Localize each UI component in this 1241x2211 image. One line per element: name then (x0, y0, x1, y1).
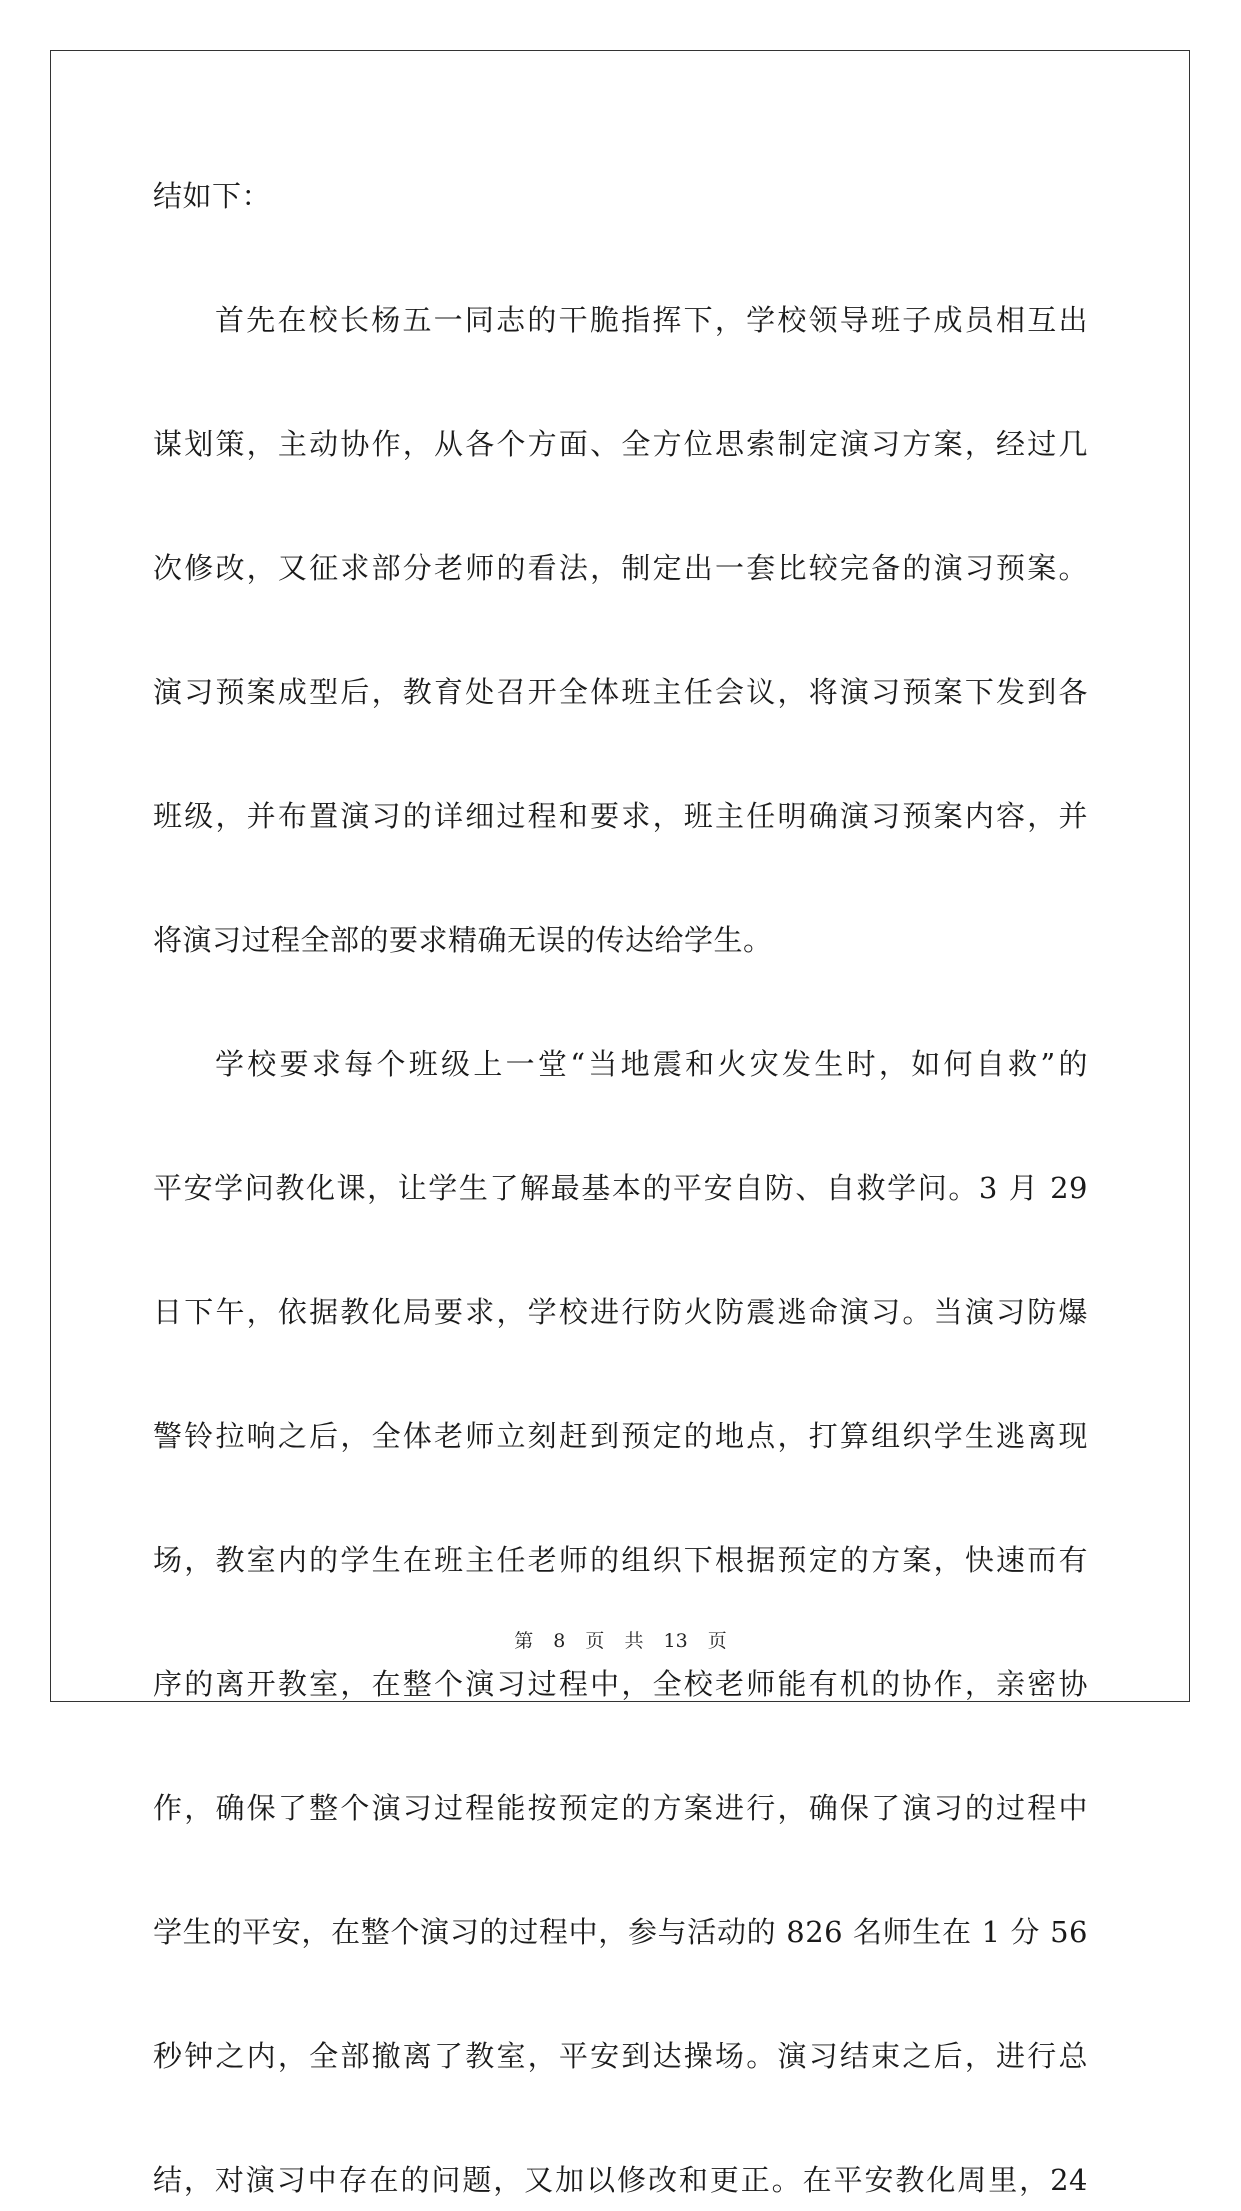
text-line: 日下午，依据教化局要求，学校进行防火防震逃命演习。当演习防爆 (153, 1295, 1088, 1329)
text-line: 学生的平安，在整个演习的过程中，参与活动的 826 名师生在 1 分 56 (153, 1915, 1088, 1949)
text-line: 结，对演习中存在的问题，又加以修改和更正。在平安教化周里，24 (153, 2163, 1088, 2197)
text-line: 谋划策，主动协作，从各个方面、全方位思索制定演习方案，经过几 (153, 427, 1088, 461)
text-line: 场，教室内的学生在班主任老师的组织下根据预定的方案，快速而有 (153, 1543, 1088, 1577)
text-line: 结如下： (153, 179, 272, 213)
text-line: 首先在校长杨五一同志的干脆指挥下，学校领导班子成员相互出 (215, 303, 1088, 337)
text-line: 平安学问教化课，让学生了解最基本的平安自防、自救学问。3 月 29 (153, 1171, 1088, 1205)
text-line: 班级，并布置演习的详细过程和要求，班主任明确演习预案内容，并 (153, 799, 1088, 833)
page-footer (0, 1626, 1241, 1653)
text-line: 将演习过程全部的要求精确无误的传达给学生。 (153, 923, 773, 957)
text-line: 次修改，又征求部分老师的看法，制定出一套比较完备的演习预案。 (153, 551, 1088, 585)
text-line: 秒钟之内，全部撤离了教室，平安到达操场。演习结束之后，进行总 (153, 2039, 1088, 2073)
document-body (153, 165, 1088, 2211)
page-total: 共 13 页 (624, 1630, 727, 1652)
text-line: 学校要求每个班级上一堂“当地震和火灾发生时，如何自救”的 (215, 1047, 1088, 1081)
text-line: 演习预案成型后，教育处召开全体班主任会议，将演习预案下发到各 (153, 675, 1088, 709)
text-line: 作，确保了整个演习过程能按预定的方案进行，确保了演习的过程中 (153, 1791, 1088, 1825)
text-line: 序的离开教室，在整个演习过程中，全校老师能有机的协作，亲密协 (153, 1667, 1088, 1701)
text-line: 警铃拉响之后，全体老师立刻赶到预定的地点，打算组织学生逃离现 (153, 1419, 1088, 1453)
page-number: 第 8 页 (514, 1630, 605, 1652)
